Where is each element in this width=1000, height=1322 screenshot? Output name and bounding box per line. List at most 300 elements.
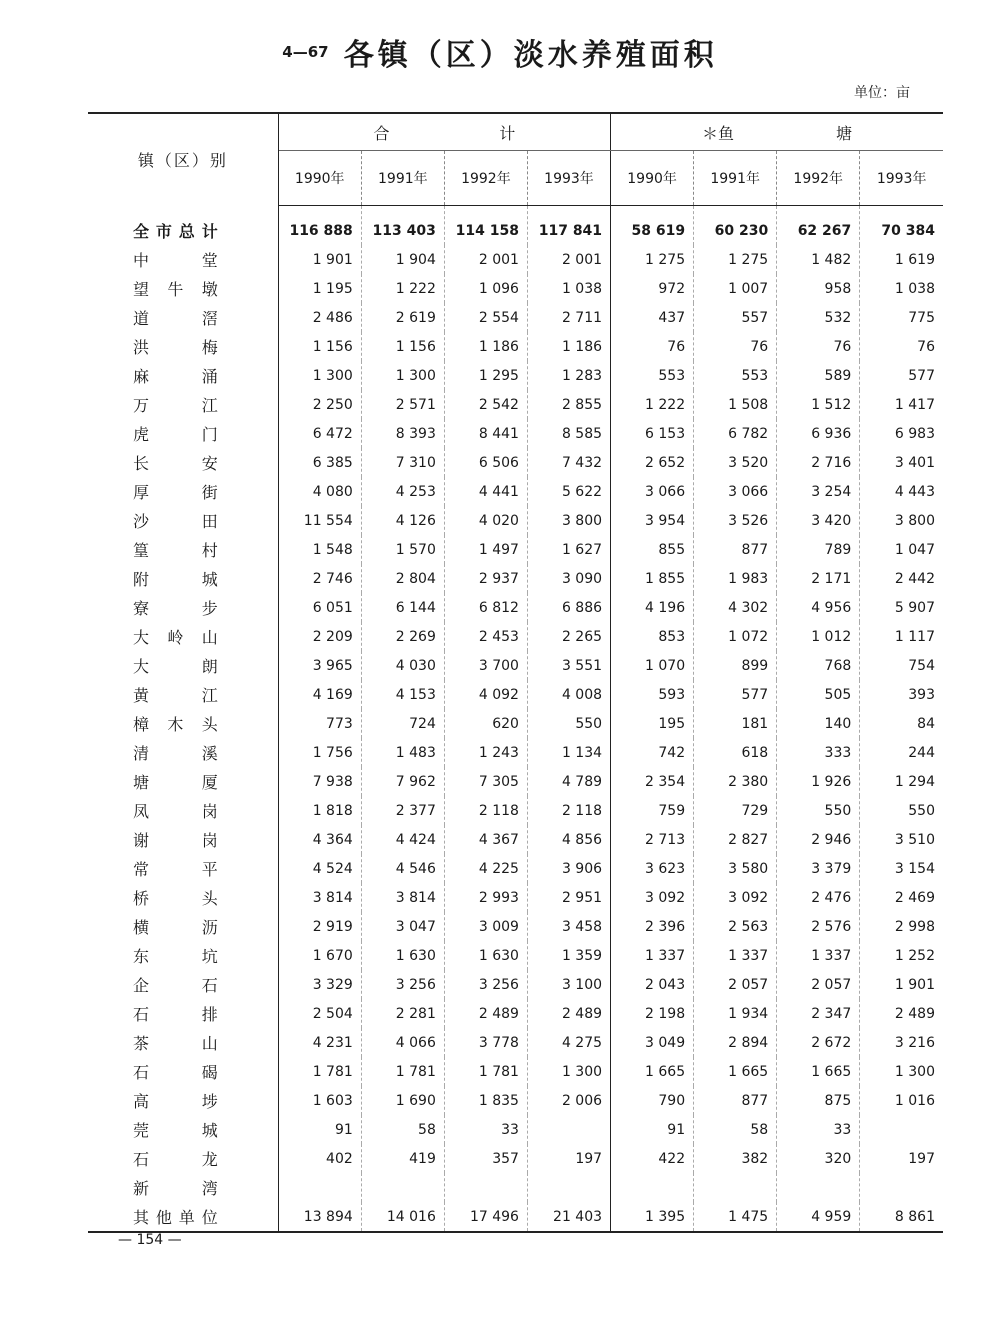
town-name: 谢岗 [88, 825, 278, 854]
table-cell: 2 554 [444, 303, 527, 332]
table-cell: 1 007 [694, 274, 777, 303]
table-cell: 1 038 [894, 280, 935, 297]
table-cell: 6 983 [894, 425, 935, 442]
table-cell: 70 384 [881, 222, 935, 239]
table-cell: 2 672 [777, 1028, 860, 1057]
table-cell: 1 665 [694, 1057, 777, 1086]
table-cell: 1 855 [611, 564, 694, 593]
year-header: 1990年 [611, 151, 694, 206]
table-cell: 2 486 [278, 303, 361, 332]
table-cell: 382 [694, 1144, 777, 1173]
table-cell: 6 506 [444, 448, 527, 477]
table-cell: 1 483 [361, 738, 444, 767]
table-row [88, 448, 943, 477]
town-name: 寮步 [88, 593, 278, 622]
table-cell: 2 489 [444, 999, 527, 1028]
table-cell: 3 329 [278, 970, 361, 999]
table-cell: 1 134 [527, 738, 610, 767]
town-name: 莞城 [88, 1115, 278, 1144]
table-cell: 422 [611, 1144, 694, 1173]
table-cell: 1 337 [777, 941, 860, 970]
table-cell: 5 907 [894, 599, 935, 616]
table-cell: 76 [694, 332, 777, 361]
table-cell: 550 [527, 709, 610, 738]
table-row [88, 796, 943, 825]
table-cell: 1 096 [444, 274, 527, 303]
table-cell [694, 1173, 777, 1202]
table-row [88, 767, 943, 796]
town-name: 石碣 [88, 1057, 278, 1086]
town-name: 厚街 [88, 477, 278, 506]
bottom-rule [88, 1232, 943, 1233]
table-cell: 1 901 [278, 245, 361, 274]
table-cell: 2 269 [361, 622, 444, 651]
table-cell: 6 782 [694, 419, 777, 448]
table-cell: 2 057 [777, 970, 860, 999]
table-row [88, 593, 943, 622]
table-cell: 7 938 [278, 767, 361, 796]
table-cell: 2 442 [894, 570, 935, 587]
table-row [88, 854, 943, 883]
table-cell: 1 756 [278, 738, 361, 767]
table-cell: 1 117 [894, 628, 935, 645]
table-row [88, 883, 943, 912]
group-header-total [278, 113, 610, 151]
table-cell: 3 623 [611, 854, 694, 883]
table-cell: 2 006 [527, 1086, 610, 1115]
table-cell: 116 888 [278, 206, 361, 246]
table-cell: 1 926 [777, 767, 860, 796]
table-cell: 789 [777, 535, 860, 564]
table-cell: 1 904 [361, 245, 444, 274]
table-cell [860, 1173, 943, 1202]
table-cell: 320 [777, 1144, 860, 1173]
table-cell: 1 475 [694, 1202, 777, 1232]
table-row [88, 1173, 943, 1202]
table-cell: 4 008 [527, 680, 610, 709]
table-row [88, 825, 943, 854]
table-cell: 4 789 [527, 767, 610, 796]
table-cell: 4 275 [527, 1028, 610, 1057]
table-cell: 3 965 [278, 651, 361, 680]
town-name: 虎门 [88, 419, 278, 448]
table-cell: 3 100 [527, 970, 610, 999]
table-cell: 402 [278, 1144, 361, 1173]
table-cell: 1 934 [694, 999, 777, 1028]
table-cell: 1 295 [444, 361, 527, 390]
table-cell: 1 548 [278, 535, 361, 564]
table-row [88, 419, 943, 448]
town-name: 凤岗 [88, 796, 278, 825]
table-cell: 3 047 [361, 912, 444, 941]
table-row [88, 941, 943, 970]
table-cell: 1 047 [894, 541, 935, 558]
table-cell: 2 209 [278, 622, 361, 651]
table-cell: 58 [694, 1115, 777, 1144]
table-body [88, 206, 943, 1233]
table-row [88, 274, 943, 303]
town-name: 企石 [88, 970, 278, 999]
table-cell: 114 158 [444, 206, 527, 246]
table-cell: 729 [694, 796, 777, 825]
table-cell: 2 827 [694, 825, 777, 854]
town-name: 横沥 [88, 912, 278, 941]
title-block [0, 30, 1000, 74]
town-name: 黄江 [88, 680, 278, 709]
table-cell: 4 364 [278, 825, 361, 854]
table-cell: 620 [444, 709, 527, 738]
table-cell: 4 443 [894, 483, 935, 500]
table-number: 4—67 [282, 43, 329, 61]
table-row [88, 1115, 943, 1144]
table-cell: 3 814 [278, 883, 361, 912]
year-header: 1993年 [527, 151, 610, 206]
table-row [88, 680, 943, 709]
table-cell: 2 713 [611, 825, 694, 854]
table-cell [860, 1115, 943, 1144]
table-cell: 4 066 [361, 1028, 444, 1057]
table-cell: 2 489 [894, 1005, 935, 1022]
table-cell: 76 [917, 338, 935, 355]
table-cell: 3 092 [611, 883, 694, 912]
group-header-fishpond-char-1: ＊鱼 [702, 123, 735, 143]
table-cell: 140 [777, 709, 860, 738]
table-cell: 113 403 [361, 206, 444, 246]
town-name: 望牛墩 [88, 274, 278, 303]
table-row [88, 535, 943, 564]
table-cell: 1 186 [444, 332, 527, 361]
table-cell: 2 542 [444, 390, 527, 419]
table-cell: 2 951 [527, 883, 610, 912]
group-header-total-char-2: 计 [499, 123, 516, 143]
table-cell: 2 354 [611, 767, 694, 796]
table-cell: 1 901 [894, 976, 935, 993]
town-name: 道滘 [88, 303, 278, 332]
table-cell: 2 855 [527, 390, 610, 419]
table-cell: 2 118 [444, 796, 527, 825]
table-cell: 1 603 [278, 1086, 361, 1115]
table-row [88, 738, 943, 767]
table-cell: 2 377 [361, 796, 444, 825]
table-cell: 1 337 [694, 941, 777, 970]
table-cell: 1 222 [361, 274, 444, 303]
table-cell: 2 993 [444, 883, 527, 912]
table-header [88, 113, 943, 206]
group-header-fishpond [611, 113, 943, 151]
table-cell: 244 [908, 744, 935, 761]
table-cell: 4 524 [278, 854, 361, 883]
table-cell: 790 [611, 1086, 694, 1115]
table-cell: 8 393 [361, 419, 444, 448]
table-cell: 4 302 [694, 593, 777, 622]
town-name: 新湾 [88, 1173, 278, 1202]
table-cell: 3 520 [694, 448, 777, 477]
table-cell: 197 [527, 1144, 610, 1173]
table-cell: 2 043 [611, 970, 694, 999]
table-cell: 2 118 [527, 796, 610, 825]
table-cell: 532 [777, 303, 860, 332]
table-cell: 1 781 [361, 1057, 444, 1086]
table-cell: 3 049 [611, 1028, 694, 1057]
table-row [88, 332, 943, 361]
table-cell: 3 510 [894, 831, 935, 848]
table-cell: 1 072 [694, 622, 777, 651]
table-row [88, 1086, 943, 1115]
table-cell: 1 300 [894, 1063, 935, 1080]
table-cell: 195 [611, 709, 694, 738]
table-cell: 1 252 [894, 947, 935, 964]
table-cell [611, 1173, 694, 1202]
table-cell: 3 778 [444, 1028, 527, 1057]
town-name: 麻涌 [88, 361, 278, 390]
table-cell: 6 385 [278, 448, 361, 477]
table-cell: 13 894 [278, 1202, 361, 1232]
table-cell: 33 [777, 1115, 860, 1144]
year-header: 1993年 [860, 151, 943, 206]
table-cell: 2 489 [527, 999, 610, 1028]
table-cell: 91 [611, 1115, 694, 1144]
table-cell: 3 066 [611, 477, 694, 506]
table-cell: 1 156 [361, 332, 444, 361]
table-cell: 972 [611, 274, 694, 303]
table-cell: 60 230 [694, 206, 777, 246]
table-cell: 4 225 [444, 854, 527, 883]
table-cell: 1 300 [527, 1057, 610, 1086]
table-cell: 1 038 [527, 274, 610, 303]
table-cell: 1 665 [777, 1057, 860, 1086]
table-cell: 2 198 [611, 999, 694, 1028]
table-cell [278, 1173, 361, 1202]
table-cell: 4 126 [361, 506, 444, 535]
table-cell: 333 [777, 738, 860, 767]
table-cell: 3 379 [777, 854, 860, 883]
table-cell: 1 294 [894, 773, 935, 790]
table-cell: 437 [611, 303, 694, 332]
table-cell: 11 554 [278, 506, 361, 535]
town-name: 沙田 [88, 506, 278, 535]
table-cell: 2 476 [777, 883, 860, 912]
table-cell: 4 424 [361, 825, 444, 854]
table-cell: 2 937 [444, 564, 527, 593]
table-cell: 2 716 [777, 448, 860, 477]
table-cell: 3 254 [777, 477, 860, 506]
table-cell: 6 886 [527, 593, 610, 622]
table-cell: 14 016 [361, 1202, 444, 1232]
table-cell: 4 956 [777, 593, 860, 622]
table-cell: 4 092 [444, 680, 527, 709]
table-cell: 2 652 [611, 448, 694, 477]
table-cell: 84 [917, 715, 935, 732]
table-cell: 1 497 [444, 535, 527, 564]
table-cell: 2 946 [777, 825, 860, 854]
town-name: 中堂 [88, 245, 278, 274]
table-cell: 2 453 [444, 622, 527, 651]
table-cell: 2 711 [527, 303, 610, 332]
table-cell: 7 310 [361, 448, 444, 477]
table-cell: 855 [611, 535, 694, 564]
table-cell: 181 [694, 709, 777, 738]
table-cell: 3 800 [894, 512, 935, 529]
table-cell: 3 090 [527, 564, 610, 593]
table-cell: 3 066 [694, 477, 777, 506]
table-cell: 1 619 [894, 251, 935, 268]
town-name: 长安 [88, 448, 278, 477]
table-cell: 2 804 [361, 564, 444, 593]
table-cell: 1 417 [894, 396, 935, 413]
year-header: 1991年 [694, 151, 777, 206]
table-cell: 7 962 [361, 767, 444, 796]
table-cell: 2 746 [278, 564, 361, 593]
table-cell: 759 [611, 796, 694, 825]
table-cell: 1 222 [611, 390, 694, 419]
table-cell: 4 080 [278, 477, 361, 506]
table-cell: 2 563 [694, 912, 777, 941]
table-cell: 2 250 [278, 390, 361, 419]
year-header: 1991年 [361, 151, 444, 206]
table-cell: 877 [694, 1086, 777, 1115]
table-cell: 1 243 [444, 738, 527, 767]
table-cell: 742 [611, 738, 694, 767]
table-cell: 4 196 [611, 593, 694, 622]
table-cell: 2 347 [777, 999, 860, 1028]
table-cell: 593 [611, 680, 694, 709]
table-cell: 76 [777, 332, 860, 361]
table-cell [444, 1173, 527, 1202]
town-name: 石排 [88, 999, 278, 1028]
table-cell: 1 012 [777, 622, 860, 651]
table-cell: 4 020 [444, 506, 527, 535]
table-cell: 91 [278, 1115, 361, 1144]
table-cell: 1 630 [444, 941, 527, 970]
table-cell: 589 [777, 361, 860, 390]
table-cell: 1 482 [777, 245, 860, 274]
table-cell: 2 380 [694, 767, 777, 796]
table-cell: 1 983 [694, 564, 777, 593]
table-cell: 3 954 [611, 506, 694, 535]
table-cell: 2 504 [278, 999, 361, 1028]
table-cell: 2 281 [361, 999, 444, 1028]
table-cell: 1 275 [611, 245, 694, 274]
table-row [88, 206, 943, 246]
town-name: 茶山 [88, 1028, 278, 1057]
town-name: 大朗 [88, 651, 278, 680]
table-cell: 1 359 [527, 941, 610, 970]
table-cell: 768 [777, 651, 860, 680]
table-cell: 853 [611, 622, 694, 651]
table-cell: 1 195 [278, 274, 361, 303]
table-cell: 1 186 [527, 332, 610, 361]
table-cell: 7 432 [527, 448, 610, 477]
table-row [88, 1202, 943, 1232]
table-cell: 1 627 [527, 535, 610, 564]
table-cell: 1 818 [278, 796, 361, 825]
table-cell: 21 403 [527, 1202, 610, 1232]
table-cell: 1 016 [894, 1092, 935, 1109]
town-name: 桥头 [88, 883, 278, 912]
table-cell: 4 030 [361, 651, 444, 680]
table-cell: 8 441 [444, 419, 527, 448]
table-cell: 357 [444, 1144, 527, 1173]
town-name: 东坑 [88, 941, 278, 970]
table-cell: 4 367 [444, 825, 527, 854]
table-cell: 3 526 [694, 506, 777, 535]
table-cell [361, 1173, 444, 1202]
table-cell: 33 [444, 1115, 527, 1144]
table-cell: 3 420 [777, 506, 860, 535]
town-name: 大岭山 [88, 622, 278, 651]
table-row [88, 506, 943, 535]
town-name: 万江 [88, 390, 278, 419]
table-cell: 58 [361, 1115, 444, 1144]
town-name: 篁村 [88, 535, 278, 564]
table-cell: 5 622 [527, 477, 610, 506]
table-cell: 17 496 [444, 1202, 527, 1232]
table-cell: 3 700 [444, 651, 527, 680]
table-cell: 4 231 [278, 1028, 361, 1057]
table-cell: 1 283 [527, 361, 610, 390]
table-cell: 1 570 [361, 535, 444, 564]
name-column-header: 镇（区）别 [88, 113, 278, 206]
table-cell: 877 [694, 535, 777, 564]
table-cell: 1 781 [444, 1057, 527, 1086]
table-row [88, 361, 943, 390]
table-cell: 3 216 [894, 1034, 935, 1051]
table-row [88, 390, 943, 419]
table-cell: 1 512 [777, 390, 860, 419]
table-cell: 2 001 [527, 245, 610, 274]
town-name: 樟木头 [88, 709, 278, 738]
table-cell: 577 [694, 680, 777, 709]
table-cell: 553 [611, 361, 694, 390]
year-header: 1992年 [444, 151, 527, 206]
table-cell: 4 856 [527, 825, 610, 854]
table-cell: 393 [908, 686, 935, 703]
table-cell: 1 275 [694, 245, 777, 274]
table-cell: 2 469 [894, 889, 935, 906]
group-header-total-char-1: 合 [373, 123, 390, 143]
table-cell: 1 665 [611, 1057, 694, 1086]
table-cell: 1 781 [278, 1057, 361, 1086]
table-row [88, 912, 943, 941]
table-row [88, 564, 943, 593]
table-row [88, 1028, 943, 1057]
table-cell: 577 [908, 367, 935, 384]
table-cell: 3 154 [894, 860, 935, 877]
table-row [88, 999, 943, 1028]
table-cell: 62 267 [777, 206, 860, 246]
town-name: 塘厦 [88, 767, 278, 796]
table-cell: 1 300 [278, 361, 361, 390]
table-cell: 3 256 [361, 970, 444, 999]
table-cell: 775 [908, 309, 935, 326]
table-cell: 2 057 [694, 970, 777, 999]
table-cell: 4 153 [361, 680, 444, 709]
town-name: 全市总计 [88, 206, 278, 246]
table-row [88, 622, 943, 651]
table-cell [527, 1173, 610, 1202]
table-cell: 1 395 [611, 1202, 694, 1232]
town-name: 清溪 [88, 738, 278, 767]
table-cell: 8 861 [894, 1208, 935, 1225]
table-cell: 618 [694, 738, 777, 767]
table-cell: 1 670 [278, 941, 361, 970]
table-cell: 875 [777, 1086, 860, 1115]
table-cell: 3 800 [527, 506, 610, 535]
table-cell: 6 051 [278, 593, 361, 622]
table-row [88, 651, 943, 680]
table-cell: 3 092 [694, 883, 777, 912]
table-row [88, 1057, 943, 1086]
